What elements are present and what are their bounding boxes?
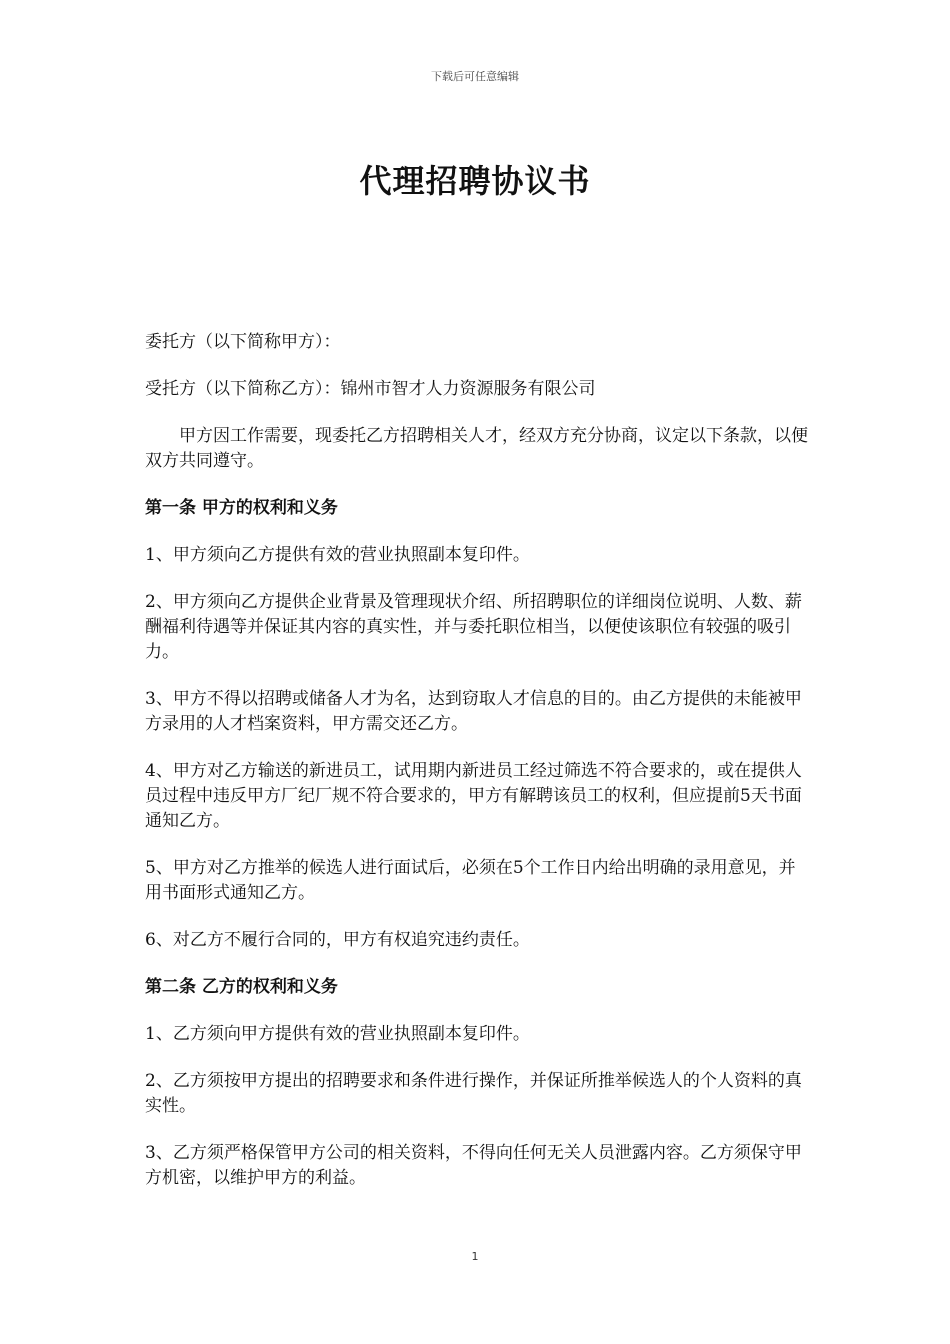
section-2-item-3: 3、乙方须严格保管甲方公司的相关资料，不得向任何无关人员泄露内容。乙方须保守甲方机密，以维护甲方的利益。 xyxy=(145,1143,802,1188)
section-1-item-3: 3、甲方不得以招聘或储备人才为名，达到窃取人才信息的目的。由乙方提供的未能被甲方录用的人才档案资料，甲方需交还乙方。 xyxy=(145,689,802,734)
section-1-item-2: 2、甲方须向乙方提供企业背景及管理现状介绍、所招聘职位的详细岗位说明、人数、薪酬福利待遇等并保证其内容的真实性，并与委托职位相当，以便使该职位有较强的吸引力。 xyxy=(145,592,802,662)
section-1-item-4: 4、甲方对乙方输送的新进员工，试用期内新进员工经过筛选不符合要求的，或在提供人员过程中违反甲方厂纪厂规不符合要求的，甲方有解聘该员工的权利，但应提前5天书面通知乙方。 xyxy=(145,761,802,831)
section-2-item-2: 2、乙方须按甲方提出的招聘要求和条件进行操作，并保证所推举候选人的个人资料的真实性。 xyxy=(145,1071,802,1116)
section-heading-1: 第一条 甲方的权利和义务 xyxy=(145,498,338,518)
intro-paragraph: 甲方因工作需要，现委托乙方招聘相关人才，经双方充分协商，议定以下条款，以便双方共同遵守。 xyxy=(145,426,808,471)
section-2-item-1: 1、乙方须向甲方提供有效的营业执照副本复印件。 xyxy=(145,1024,530,1044)
agent-party: 受托方（以下简称乙方）：锦州市智才人力资源服务有限公司 xyxy=(145,379,596,399)
section-1-item-6: 6、对乙方不履行合同的，甲方有权追究违约责任。 xyxy=(145,930,530,950)
document-title: 代理招聘协议书 xyxy=(359,162,591,200)
section-1-item-5: 5、甲方对乙方推举的候选人进行面试后，必须在5个工作日内给出明确的录用意见，并用书面形式通知乙方。 xyxy=(145,858,796,903)
section-heading-2: 第二条 乙方的权利和义务 xyxy=(145,977,338,997)
section-1-item-1: 1、甲方须向乙方提供有效的营业执照副本复印件。 xyxy=(145,545,530,565)
page-number: 1 xyxy=(471,1250,479,1263)
document-body xyxy=(145,330,810,1213)
header-note: 下载后可任意编辑 xyxy=(431,70,519,83)
principal-party: 委托方（以下简称甲方）： xyxy=(145,332,341,352)
